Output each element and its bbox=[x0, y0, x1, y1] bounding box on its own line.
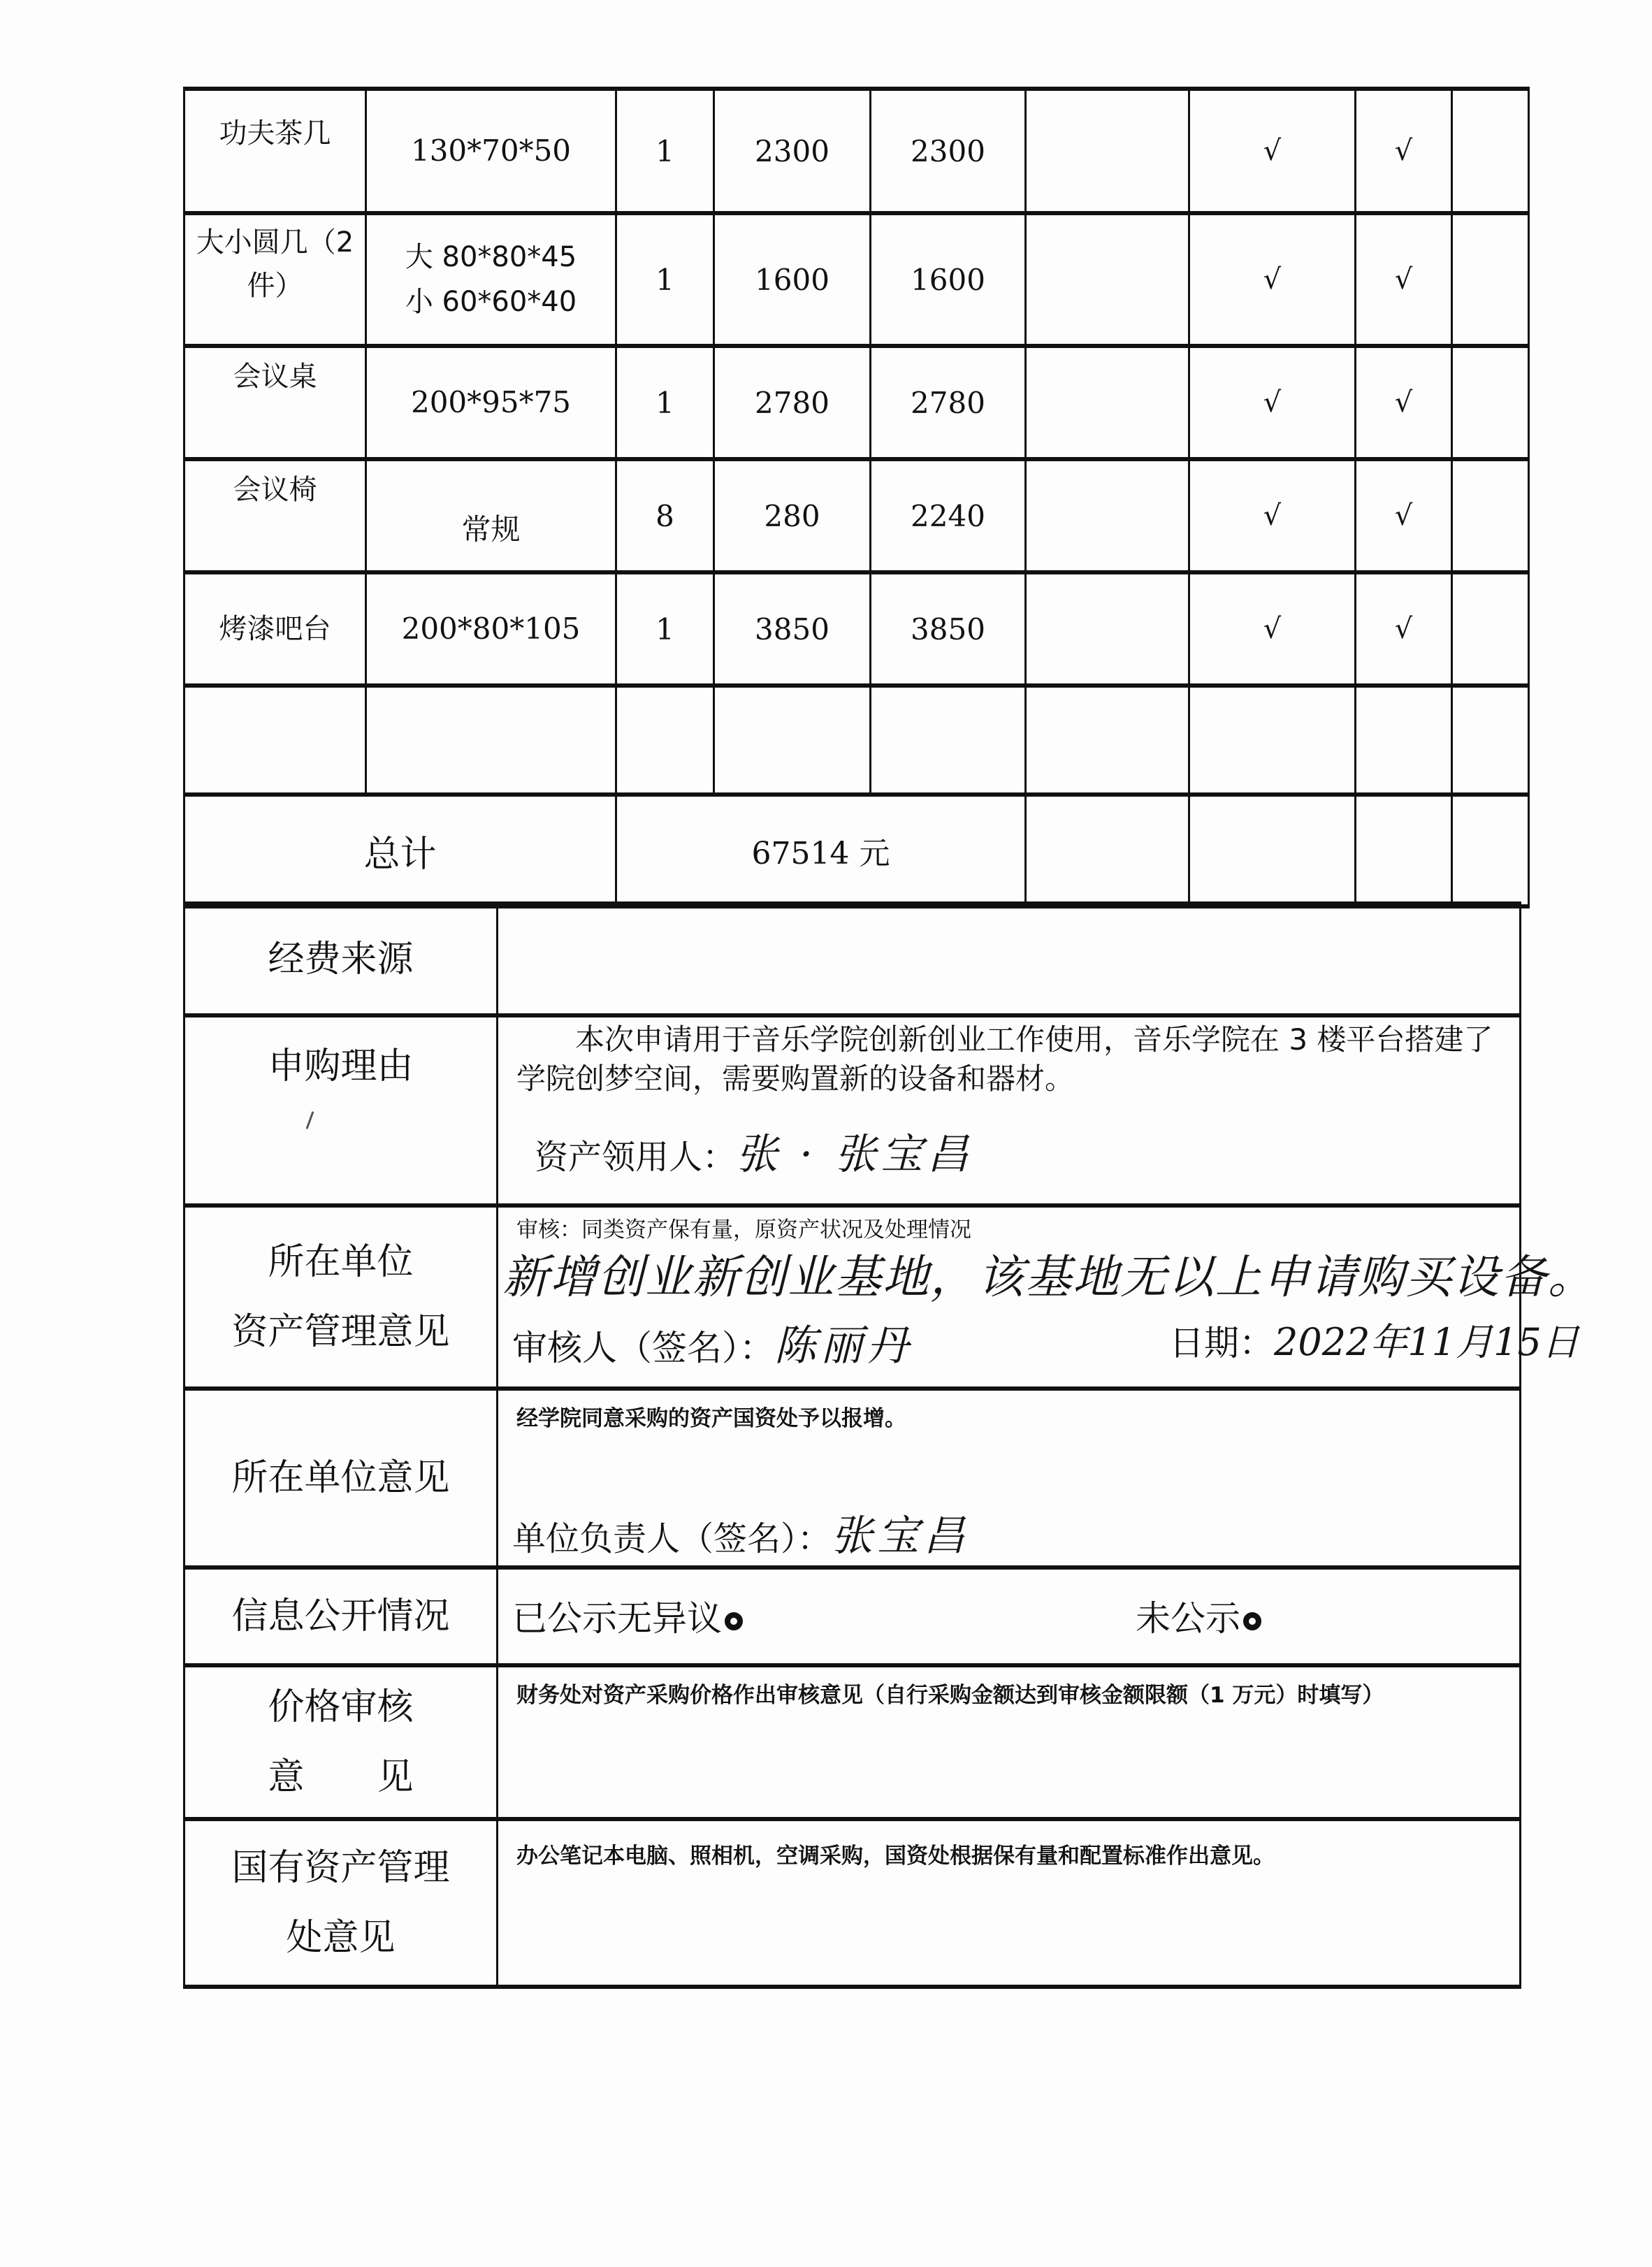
table-row bbox=[184, 213, 1529, 346]
item-unit-price: 280 bbox=[714, 459, 871, 572]
purchase-reason-row bbox=[184, 1015, 1521, 1205]
item-amount bbox=[871, 686, 1026, 795]
review-date-value: 2022年11月15日 bbox=[1274, 1320, 1579, 1364]
label-line: 价格审核 bbox=[268, 1686, 414, 1728]
item-name: 功夫茶几 bbox=[184, 89, 366, 213]
item-amount: 3850 bbox=[871, 572, 1026, 686]
total-amount: 67514 bbox=[751, 836, 850, 871]
unit-head-signature: 张宝昌 bbox=[831, 1512, 970, 1560]
price-review-label bbox=[184, 1665, 498, 1819]
item-blank-cell bbox=[1452, 89, 1529, 213]
total-blank-cell bbox=[1452, 795, 1529, 906]
unit-asset-opinion-field[interactable] bbox=[498, 1205, 1595, 1389]
funding-source-field[interactable] bbox=[498, 904, 1521, 1015]
unit-asset-opinion-row bbox=[184, 1205, 1521, 1389]
radio-circle-icon[interactable] bbox=[725, 1612, 743, 1630]
items-table bbox=[183, 87, 1530, 908]
label-line: 意 见 bbox=[268, 1756, 414, 1798]
handwritten-opinion: 新增创业新创业基地，该基地无以上申请购买设备。 bbox=[502, 1250, 1595, 1304]
info-disclosure-label: 信息公开情况 bbox=[184, 1567, 498, 1665]
check-mark-icon: √ bbox=[1189, 213, 1356, 346]
state-asset-office-row bbox=[184, 1819, 1521, 1987]
item-spec-line: 小 60*60*40 bbox=[405, 286, 577, 318]
item-blank-cell bbox=[1356, 686, 1452, 795]
recipient-sign-line bbox=[535, 1121, 973, 1181]
state-asset-office-field[interactable] bbox=[498, 1819, 1521, 1987]
review-date-line bbox=[1169, 1312, 1579, 1366]
unit-opinion-text: 经学院同意采购的资产国资处予以报增。 bbox=[516, 1406, 906, 1431]
label-line: 国有资产管理 bbox=[231, 1847, 450, 1889]
unit-opinion-row bbox=[184, 1389, 1521, 1567]
item-name bbox=[184, 686, 366, 795]
radio-unpublished[interactable] bbox=[1136, 1591, 1261, 1641]
unit-head-sign-line bbox=[512, 1502, 969, 1563]
item-unit-price: 3850 bbox=[714, 572, 871, 686]
purchase-reason-field[interactable] bbox=[498, 1015, 1521, 1205]
radio-published-label: 已公示无异议 bbox=[512, 1598, 722, 1639]
item-spec bbox=[366, 213, 616, 346]
item-blank-cell bbox=[1026, 572, 1189, 686]
item-spec: 200*95*75 bbox=[366, 346, 616, 459]
unit-opinion-field[interactable] bbox=[498, 1389, 1521, 1567]
item-blank-cell bbox=[1452, 572, 1529, 686]
total-blank-cell bbox=[1026, 795, 1189, 906]
label-line: 所在单位 bbox=[268, 1241, 414, 1283]
item-unit-price bbox=[714, 686, 871, 795]
item-quantity: 1 bbox=[616, 213, 714, 346]
item-blank-cell bbox=[1452, 459, 1529, 572]
item-blank-cell bbox=[1026, 89, 1189, 213]
item-amount: 2780 bbox=[871, 346, 1026, 459]
radio-circle-icon[interactable] bbox=[1243, 1612, 1261, 1630]
total-value bbox=[616, 795, 1026, 906]
check-mark-icon: √ bbox=[1356, 459, 1452, 572]
item-unit-price: 1600 bbox=[714, 213, 871, 346]
unit-head-label: 单位负责人（签名）： bbox=[512, 1519, 832, 1558]
item-blank-cell bbox=[1189, 686, 1356, 795]
item-blank-cell bbox=[1452, 686, 1529, 795]
purchase-reason-text: 本次申请用于音乐学院创新创业工作使用，音乐学院在 3 楼平台搭建了学院创梦空间，需要购置新的设备和器材。 bbox=[516, 1022, 1493, 1096]
check-mark-icon: √ bbox=[1356, 213, 1452, 346]
review-prompt: 审核：同类资产保有量，原资产状况及处理情况 bbox=[516, 1217, 971, 1243]
check-mark-icon: √ bbox=[1356, 346, 1452, 459]
item-name: 会议椅 bbox=[184, 459, 366, 572]
item-unit-price: 2780 bbox=[714, 346, 871, 459]
item-name: 会议桌 bbox=[184, 346, 366, 459]
table-row bbox=[184, 459, 1529, 572]
table-row-empty bbox=[184, 686, 1529, 795]
check-mark-icon: √ bbox=[1189, 572, 1356, 686]
item-spec bbox=[366, 686, 616, 795]
item-spec-line: 大 80*80*45 bbox=[405, 241, 577, 273]
date-label: 日期： bbox=[1169, 1323, 1274, 1363]
price-review-note: 财务处对资产采购价格作出审核意见（自行采购金额达到审核金额限额（1 万元）时填写） bbox=[516, 1683, 1384, 1708]
radio-published[interactable] bbox=[512, 1591, 743, 1641]
reviewer-signature: 陈丽丹 bbox=[774, 1321, 913, 1370]
table-row bbox=[184, 572, 1529, 686]
unit-asset-opinion-label bbox=[184, 1205, 498, 1389]
check-mark-icon: √ bbox=[1356, 89, 1452, 213]
approval-form bbox=[183, 901, 1595, 1989]
total-row bbox=[184, 795, 1529, 906]
purchase-reason-label: 申购理由 bbox=[184, 1015, 498, 1205]
funding-source-label: 经费来源 bbox=[184, 904, 498, 1015]
item-quantity: 8 bbox=[616, 459, 714, 572]
label-line: 资产管理意见 bbox=[231, 1311, 450, 1353]
info-disclosure-field bbox=[498, 1567, 1521, 1665]
recipient-label: 资产领用人： bbox=[535, 1138, 737, 1177]
item-blank-cell bbox=[1452, 346, 1529, 459]
item-blank-cell bbox=[1026, 213, 1189, 346]
item-blank-cell bbox=[1026, 346, 1189, 459]
table-row bbox=[184, 89, 1529, 213]
check-mark-icon: √ bbox=[1189, 459, 1356, 572]
item-name: 大小圆几（2件） bbox=[184, 213, 366, 346]
item-amount: 2240 bbox=[871, 459, 1026, 572]
state-asset-office-label bbox=[184, 1819, 498, 1987]
recipient-signature: 张 · 张宝昌 bbox=[736, 1130, 973, 1179]
item-unit-price: 2300 bbox=[714, 89, 871, 213]
item-blank-cell bbox=[1452, 213, 1529, 346]
item-quantity: 1 bbox=[616, 89, 714, 213]
total-blank-cell bbox=[1189, 795, 1356, 906]
unit-opinion-label: 所在单位意见 bbox=[184, 1389, 498, 1567]
item-blank-cell bbox=[1026, 686, 1189, 795]
check-mark-icon: √ bbox=[1189, 346, 1356, 459]
radio-unpublished-label: 未公示 bbox=[1136, 1598, 1240, 1639]
info-disclosure-row bbox=[184, 1567, 1521, 1665]
item-blank-cell bbox=[1026, 459, 1189, 572]
table-row bbox=[184, 346, 1529, 459]
price-review-row bbox=[184, 1665, 1521, 1819]
item-spec: 200*80*105 bbox=[366, 572, 616, 686]
total-label: 总计 bbox=[184, 795, 616, 906]
total-currency-unit: 元 bbox=[859, 836, 890, 871]
item-amount: 2300 bbox=[871, 89, 1026, 213]
funding-source-row bbox=[184, 904, 1521, 1015]
label-line: 处意见 bbox=[286, 1917, 396, 1959]
item-amount: 1600 bbox=[871, 213, 1026, 346]
item-name: 烤漆吧台 bbox=[184, 572, 366, 686]
state-asset-office-note: 办公笔记本电脑、照相机，空调采购，国资处根据保有量和配置标准作出意见。 bbox=[516, 1844, 1275, 1869]
item-quantity bbox=[616, 686, 714, 795]
item-spec: 常规 bbox=[366, 459, 616, 572]
check-mark-icon: √ bbox=[1356, 572, 1452, 686]
price-review-field[interactable] bbox=[498, 1665, 1521, 1819]
item-quantity: 1 bbox=[616, 346, 714, 459]
item-spec: 130*70*50 bbox=[366, 89, 616, 213]
check-mark-icon: √ bbox=[1189, 89, 1356, 213]
total-blank-cell bbox=[1356, 795, 1452, 906]
reviewer-sign-line bbox=[512, 1312, 913, 1372]
item-quantity: 1 bbox=[616, 572, 714, 686]
reviewer-label: 审核人（签名）： bbox=[512, 1328, 774, 1368]
